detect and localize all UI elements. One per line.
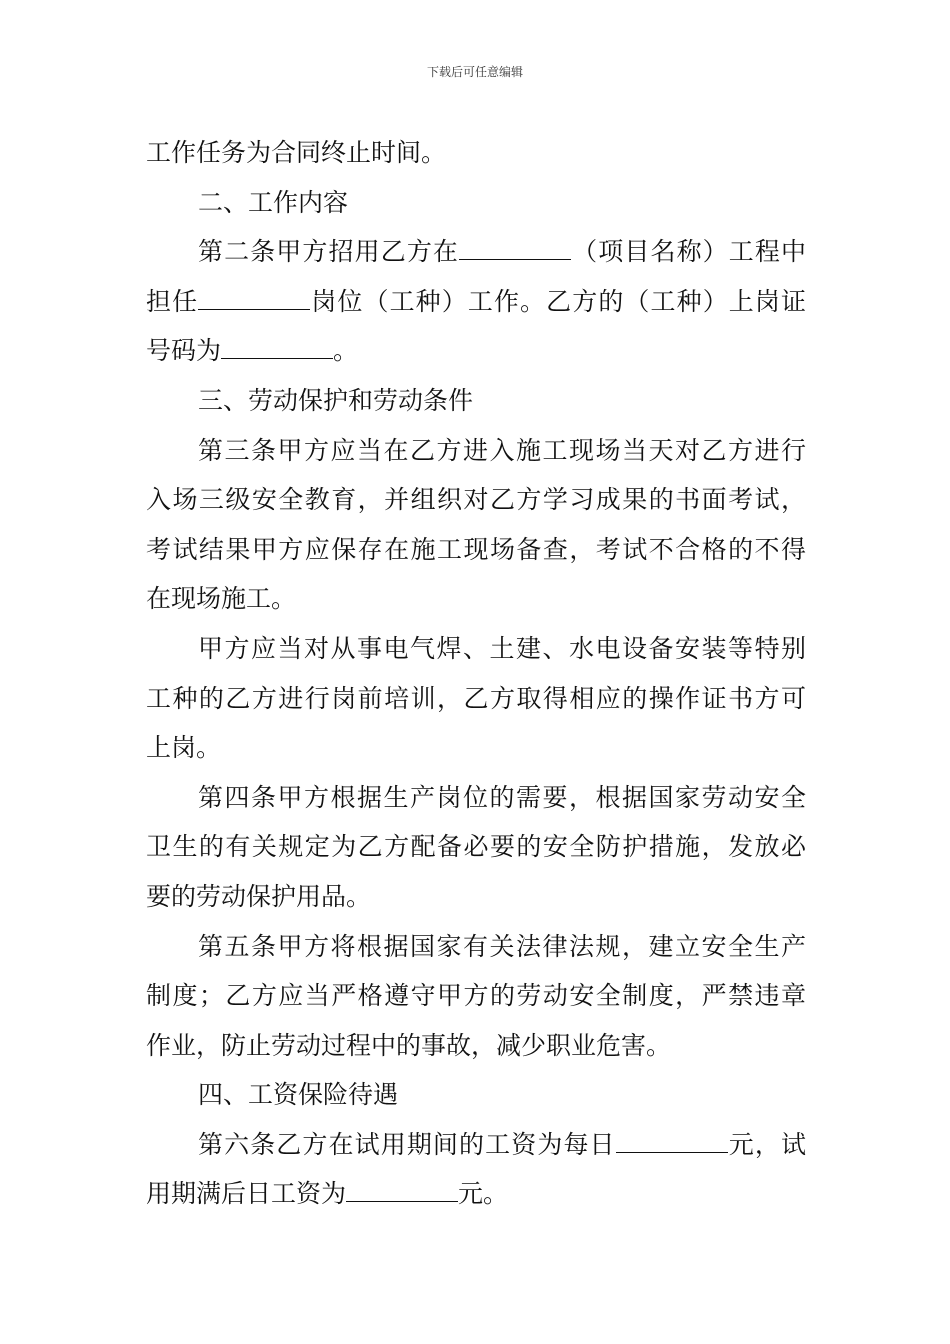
text-fragment: 元，试 [727, 1129, 806, 1159]
paragraph-line: 卫生的有关规定为乙方配备必要的安全防护措施，发放必 [146, 832, 806, 862]
text-fragment: 担任 [146, 286, 199, 316]
paragraph-line: 工作任务为合同终止时间。 [146, 138, 447, 167]
text-fragment: 用期满后日工资为 [146, 1179, 347, 1209]
paragraph-line: 在现场施工。 [146, 584, 297, 614]
section-heading: 四、工资保险待遇 [198, 1080, 399, 1110]
section-heading: 二、工作内容 [198, 187, 349, 217]
fill-in-blank[interactable] [221, 332, 333, 359]
paragraph-line [146, 277, 806, 327]
paragraph-line: 第五条甲方将根据国家有关法律法规，建立安全生产 [198, 931, 806, 961]
fill-in-blank[interactable] [616, 1126, 728, 1153]
document-body [146, 128, 806, 1219]
page-header: 下载后可任意编辑 [426, 65, 523, 79]
paragraph-line [146, 1120, 806, 1170]
paragraph-line [146, 326, 806, 376]
paragraph-line: 制度；乙方应当严格遵守甲方的劳动安全制度，严禁违章 [146, 981, 806, 1011]
text-fragment: 第六条乙方在试用期间的工资为每日 [198, 1129, 616, 1159]
paragraph-line: 要的劳动保护用品。 [146, 881, 372, 911]
paragraph-line: 上岗。 [146, 733, 222, 763]
fill-in-blank[interactable] [346, 1175, 458, 1202]
text-fragment: （项目名称）工程中 [571, 237, 806, 267]
section-heading: 三、劳动保护和劳动条件 [198, 385, 474, 415]
text-fragment: 第二条甲方招用乙方在 [198, 237, 460, 267]
fill-in-blank[interactable] [198, 283, 310, 310]
paragraph-line: 工种的乙方进行岗前培训，乙方取得相应的操作证书方可 [146, 683, 806, 713]
paragraph-line: 入场三级安全教育，并组织对乙方学习成果的书面考试， [146, 485, 806, 515]
paragraph-line [146, 227, 806, 277]
paragraph-line: 甲方应当对从事电气焊、土建、水电设备安装等特别 [198, 633, 806, 663]
paragraph-line [146, 1169, 806, 1219]
paragraph-line: 第三条甲方应当在乙方进入施工现场当天对乙方进行 [198, 435, 806, 465]
paragraph-line: 第四条甲方根据生产岗位的需要，根据国家劳动安全 [198, 782, 806, 812]
text-fragment: 号码为 [146, 336, 222, 366]
text-fragment: 元。 [458, 1179, 509, 1209]
fill-in-blank[interactable] [459, 233, 571, 260]
paragraph-line: 作业，防止劳动过程中的事故，减少职业危害。 [146, 1030, 672, 1060]
text-fragment: 。 [333, 336, 359, 366]
paragraph-line: 考试结果甲方应保存在施工现场备查，考试不合格的不得 [146, 534, 806, 564]
text-fragment: 岗位（工种）工作。乙方的（工种）上岗证 [310, 286, 806, 316]
